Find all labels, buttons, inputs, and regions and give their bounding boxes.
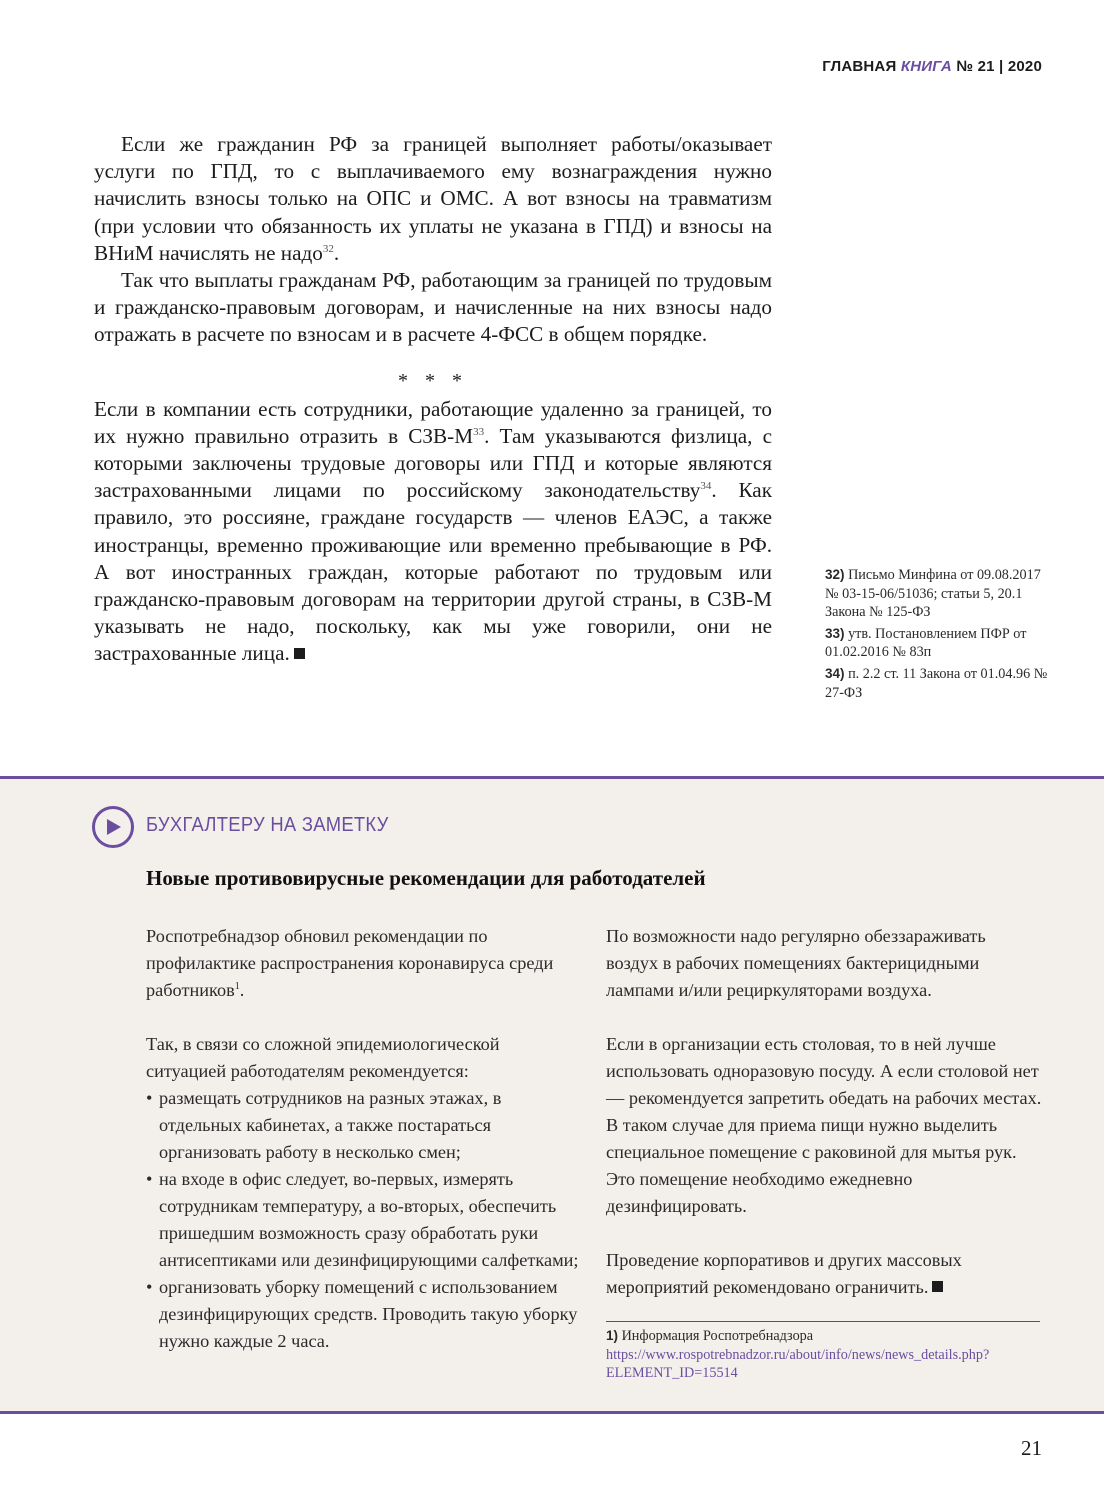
end-of-article-mark (932, 1281, 943, 1292)
source-link[interactable]: https://www.rospotrebnadzor.ru/about/info/news/news_details.php?ELEMENT_ID=15514 (606, 1346, 990, 1382)
page-number: 21 (1021, 1436, 1042, 1460)
end-of-article-mark (294, 648, 305, 659)
footnote: 32) Письмо Минфина от 09.08.2017 № 03-15-06/51036; статьи 5, 20.1 Закона № 125-ФЗ (825, 567, 1041, 621)
box-paragraph: Если в организации есть столовая, то в ней лучше использовать одноразовую посуду. А если столовой нет — рекомендуется запретить обедать на рабочих местах. В таком случае для приема пищи нужно выделить специальное помещение с раковиной для мытья рук. Это помещение необходимо ежедневно дезинфицировать. (606, 1034, 1042, 1216)
issue-number: № 21 | 2020 (956, 58, 1042, 75)
box-paragraph: Проведение корпоративов и других массовых мероприятий рекомендовано ограничить. (606, 1250, 962, 1297)
footnote-ref: 33 (473, 425, 485, 438)
box-paragraph: Так, в связи со сложной эпидемиологической ситуацией работодателям рекомендуется: (146, 1034, 500, 1081)
box-footnote: 1) Информация Роспотребнадзора https://www.rospotrebnadzor.ru/about/info/news/news_details.php?ELEMENT_ID=15514 (606, 1321, 1040, 1383)
running-header (822, 58, 1042, 75)
article-body (94, 131, 772, 668)
box-column-left (146, 923, 584, 1355)
accountant-note-box (0, 776, 1104, 1414)
brand-word-accent: КНИГА (900, 58, 952, 75)
list-item: • организовать уборку помещений с использованием дезинфицирующих средств. Проводить такую уборку нужно каждые 2 часа. (146, 1274, 584, 1355)
side-footnotes (825, 566, 1050, 705)
footnote-ref: 34 (700, 480, 712, 493)
article-paragraph: Если же гражданин РФ за границей выполняет работы/оказывает услуги по ГПД, то с выплачиваемого ему вознаграждения нужно начислить взносы только на ОПС и ОМС. А вот взносы на травматизм (при условии что обязанность их уплаты не указана в ГПД) и взносы на ВНиМ начислять не надо$^{32}$. (94, 132, 772, 265)
list-item: • размещать сотрудников на разных этажах, в отдельных кабинетах, а также постараться организовать работу в несколько смен; (146, 1085, 584, 1166)
box-title: Новые противовирусные рекомендации для работодателей (146, 866, 706, 890)
article-paragraph: Если в компании есть сотрудники, работающие удаленно за границей, то их нужно правильно отразить в СЗВ-$М^{33}$. Там указываются физлица, с которыми заключены трудовые договоры или ГПД и которые являются застрахованными лицами по российскому законодательству$^{34}$. Как правило, это россияне, граждане государств — членов ЕАЭС, а также иностранцы, временно проживающие или временно пребывающие в РФ. А вот иностранных граждан, которые работают по трудовым или гражданско-правовым договорам на территории другой страны, в СЗВ-М указывать не надо, поскольку, как мы уже говорили, они не застрахованные лица. (94, 396, 772, 666)
box-rubric-label: БУХГАЛТЕРУ НА ЗАМЕТКУ (146, 814, 389, 836)
footnote: 34) п. 2.2 ст. 11 Закона от 01.04.96 № 27-ФЗ (825, 665, 1048, 701)
article-paragraph: Так что выплаты гражданам РФ, работающим за границей по трудовым и гражданско-правовым договорам, и начисленные на них взносы надо отражать в расчете по взносам и в расчете 4-ФСС в общем порядке. (94, 268, 772, 347)
footnote: 33) утв. Постановлением ПФР от 01.02.2016 № 83п (825, 625, 1027, 661)
box-column-right (606, 923, 1042, 1301)
recommendation-list (146, 1085, 584, 1355)
footnote-ref: 32 (322, 242, 334, 255)
list-item: • на входе в офис следует, во-первых, измерять сотрудникам температуру, а во-вторых, обеспечить пришедшим возможность сразу обработать руки антисептиками или дезинфицирующими салфетками; (146, 1166, 584, 1274)
play-circle-icon (92, 806, 134, 848)
section-separator: * * * (398, 369, 468, 392)
box-paragraph: По возможности надо регулярно обеззараживать воздух в рабочих помещениях бактерицидными лампами и/или рециркуляторами воздуха. (606, 926, 986, 1000)
footnote-ref: 1 (234, 980, 240, 992)
box-paragraph: Роспотребнадзор обновил рекомендации по профилактике распространения коронавируса среди работников$^1$. (146, 926, 554, 1000)
brand-word-main: ГЛАВНАЯ (822, 58, 897, 75)
